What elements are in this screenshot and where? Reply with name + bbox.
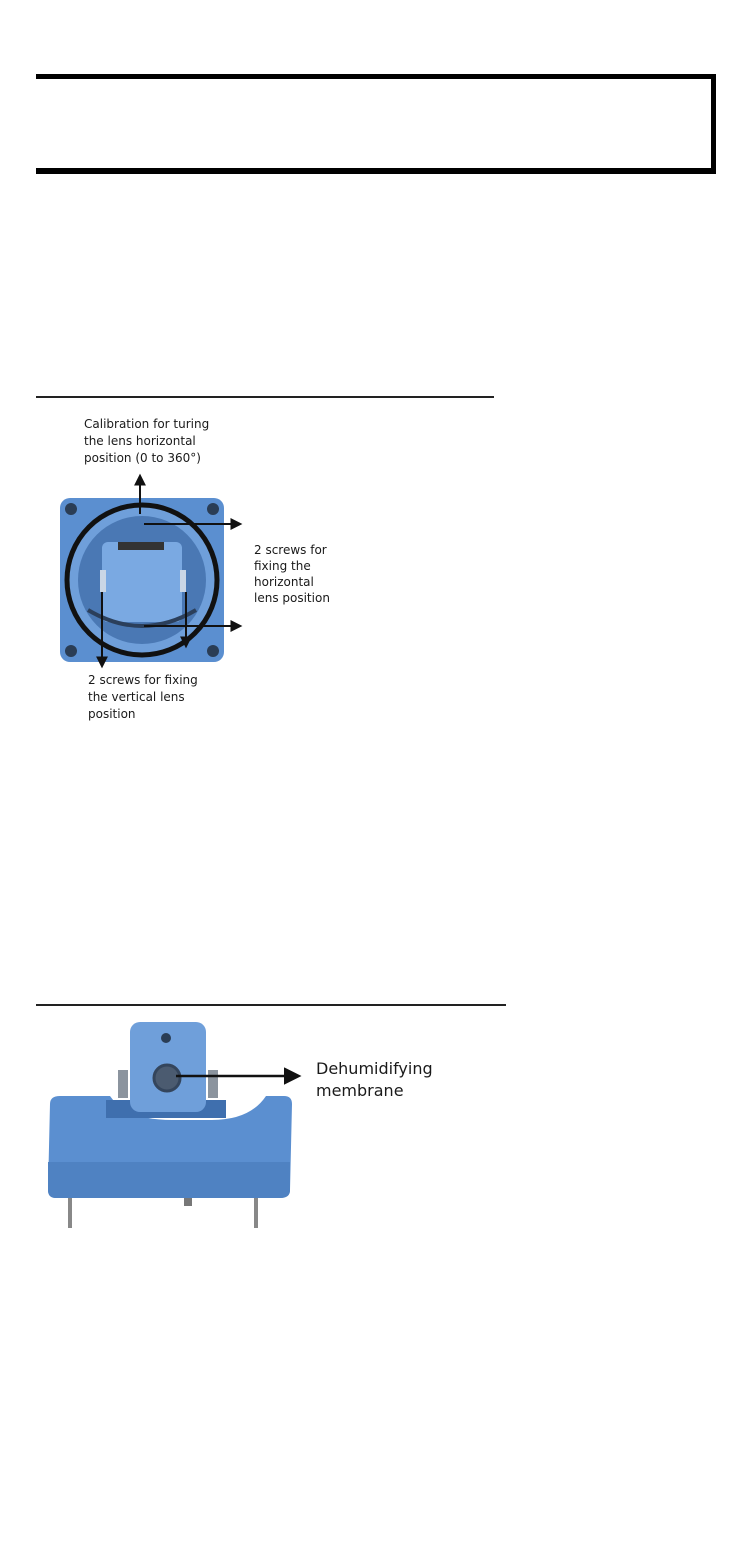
housing-side-figure — [36, 1012, 506, 1242]
section-divider-2 — [36, 1004, 506, 1006]
calibration-label-line-3: position (0 to 360°) — [84, 451, 201, 465]
svg-text:position — [88, 707, 136, 721]
horizontal-screws-label-line-2: fixing the — [254, 559, 311, 573]
horizontal-screws-label-line-3: horizontal — [254, 575, 314, 589]
svg-text:2 screws for — [254, 543, 327, 557]
section-divider-1 — [36, 396, 494, 398]
svg-text:fixing the — [254, 559, 311, 573]
horizontal-screws-label-line-4: lens position — [254, 591, 330, 605]
header-box — [36, 74, 716, 174]
svg-text:lens position — [254, 591, 330, 605]
vertical-screws-label-line-3: position — [88, 707, 136, 721]
horizontal-screws-label-line-1: 2 screws for — [254, 543, 327, 557]
svg-text:the lens horizontal — [84, 434, 196, 448]
housing-side-view — [48, 1022, 292, 1228]
membrane-label-line-2: membrane — [316, 1081, 404, 1100]
vertical-screws-label-line-2: the vertical lens — [88, 690, 185, 704]
svg-text:Dehumidifying — [316, 1059, 433, 1078]
membrane-label-line-1: Dehumidifying — [316, 1059, 433, 1078]
lens-housing-figure — [40, 410, 380, 740]
lens-housing-top-view — [60, 498, 224, 662]
svg-text:the vertical lens — [88, 690, 185, 704]
svg-text:2 screws for fixing — [88, 673, 198, 687]
vertical-screws-label-line-1: 2 screws for fixing — [88, 673, 198, 687]
svg-text:membrane — [316, 1081, 404, 1100]
svg-text:Calibration for turing — [84, 417, 209, 431]
svg-text:position (0 to 360°) — [84, 451, 201, 465]
calibration-label-line-1: Calibration for turing — [84, 417, 210, 431]
svg-text:horizontal — [254, 575, 314, 589]
calibration-label-line-2: the lens horizontal — [84, 434, 196, 448]
